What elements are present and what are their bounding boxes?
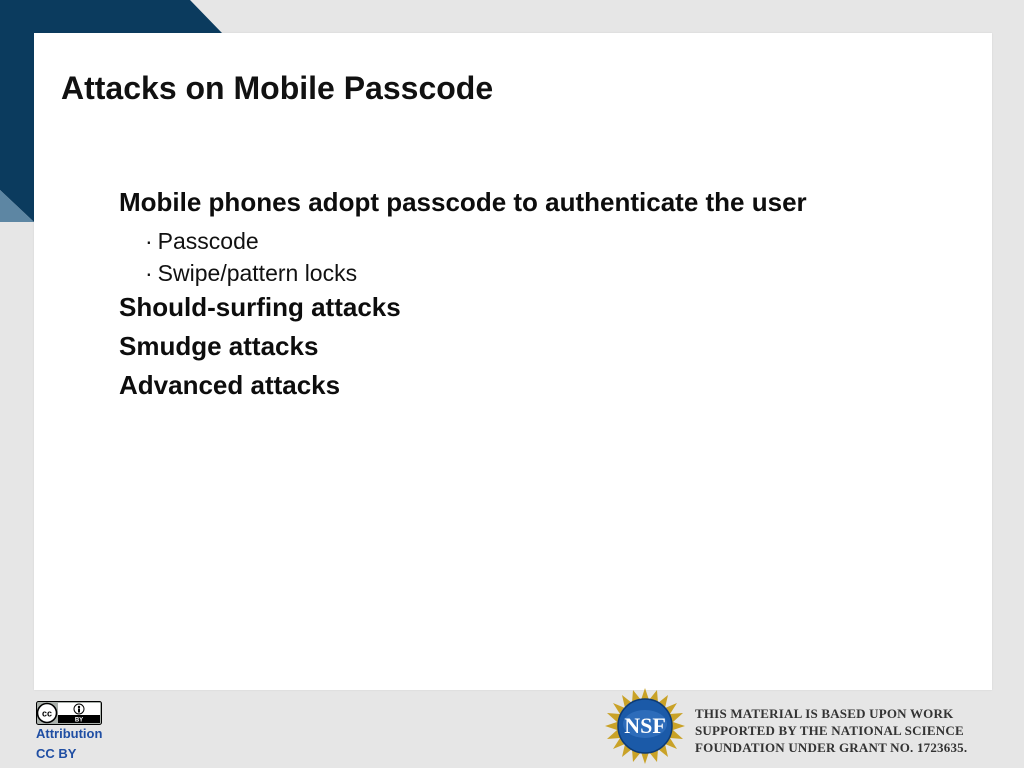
bullet-item xyxy=(119,291,939,324)
bullet-text: Should-surfing attacks xyxy=(119,292,401,322)
sub-bullet-dot: · xyxy=(145,260,153,286)
nsf-grant-notice xyxy=(695,705,967,756)
bullet-text: Mobile phones adopt passcode to authenticate the user xyxy=(119,187,807,217)
svg-text:cc: cc xyxy=(41,708,53,719)
bullet-text: Advanced attacks xyxy=(119,370,341,400)
cc-license-badge xyxy=(36,701,102,725)
bullet-text: Smudge attacks xyxy=(119,331,319,361)
nsf-grant-line: SUPPORTED BY THE NATIONAL SCIENCE xyxy=(695,723,964,738)
sub-bullet-text: Passcode xyxy=(157,228,259,254)
bullet-item xyxy=(119,186,939,219)
sub-bullet-text: Swipe/pattern locks xyxy=(157,260,358,286)
sub-bullet-dot: · xyxy=(145,228,153,254)
sub-bullet-list xyxy=(119,225,939,289)
license-attribution-label: Attribution xyxy=(36,726,103,741)
license-ccby-label: CC BY xyxy=(36,746,77,761)
svg-text:BY: BY xyxy=(74,717,84,724)
bullet-item xyxy=(119,330,939,363)
sub-bullet-group xyxy=(119,225,939,289)
nsf-grant-line: FOUNDATION UNDER GRANT NO. 1723635. xyxy=(695,740,968,755)
sub-bullet-item xyxy=(145,257,939,289)
bullet-list xyxy=(119,186,939,408)
nsf-logo xyxy=(605,686,685,766)
sub-bullet-item xyxy=(145,225,939,257)
nsf-grant-line: THIS MATERIAL IS BASED UPON WORK xyxy=(695,706,954,721)
slide-title: Attacks on Mobile Passcode xyxy=(61,70,494,106)
svg-text:NSF: NSF xyxy=(624,713,666,738)
bullet-item xyxy=(119,369,939,402)
